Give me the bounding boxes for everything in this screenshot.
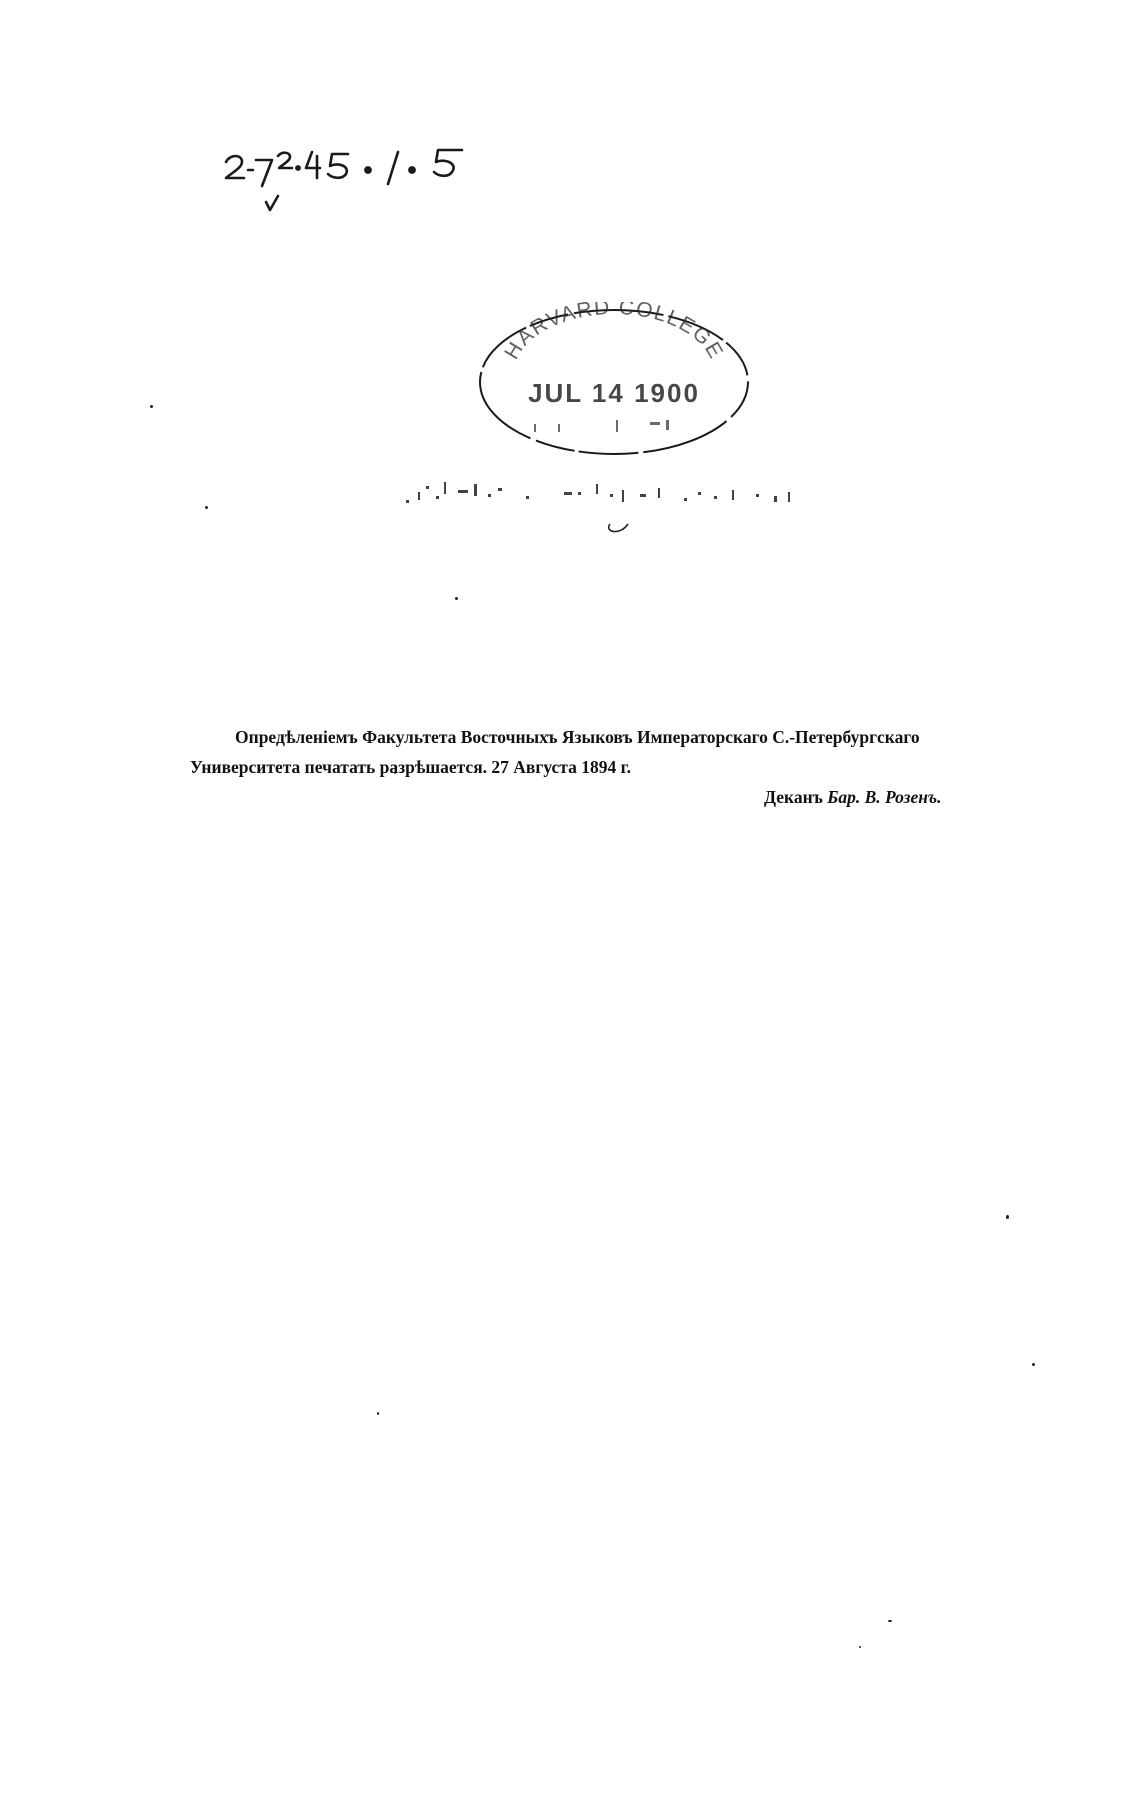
- ink-speck: [1006, 1215, 1009, 1219]
- faint-stamp-trace: [396, 462, 896, 542]
- dean-title: Деканъ: [764, 787, 823, 807]
- ink-speck: [150, 405, 153, 408]
- harvard-college-stamp: [474, 302, 754, 462]
- shelfmark-handwriting-icon: [222, 140, 522, 230]
- ink-speck: [455, 597, 458, 600]
- stamp-top-text: HARVARD COLLEGE: [500, 302, 728, 364]
- ink-speck: [377, 1412, 379, 1415]
- imprimatur-line-2: Университета печатать разрѣшается. 27 Августа 1894 г.: [190, 757, 631, 777]
- dean-name: Бар. В. Розенъ.: [827, 787, 942, 807]
- imprimatur-line-1: Опредѣленіемъ Факультета Восточныхъ Языковъ Императорскаго С.-Петербургскаго: [235, 727, 920, 747]
- ink-speck: [859, 1646, 861, 1648]
- ink-speck: [1032, 1363, 1035, 1366]
- ink-speck: [888, 1620, 892, 1622]
- ink-speck: [205, 506, 208, 509]
- stamp-date-text: JUL 14 1900: [528, 378, 700, 408]
- imprimatur-text: [190, 722, 1050, 782]
- handwritten-shelfmark: [222, 140, 522, 230]
- dean-signature-line: [764, 782, 942, 812]
